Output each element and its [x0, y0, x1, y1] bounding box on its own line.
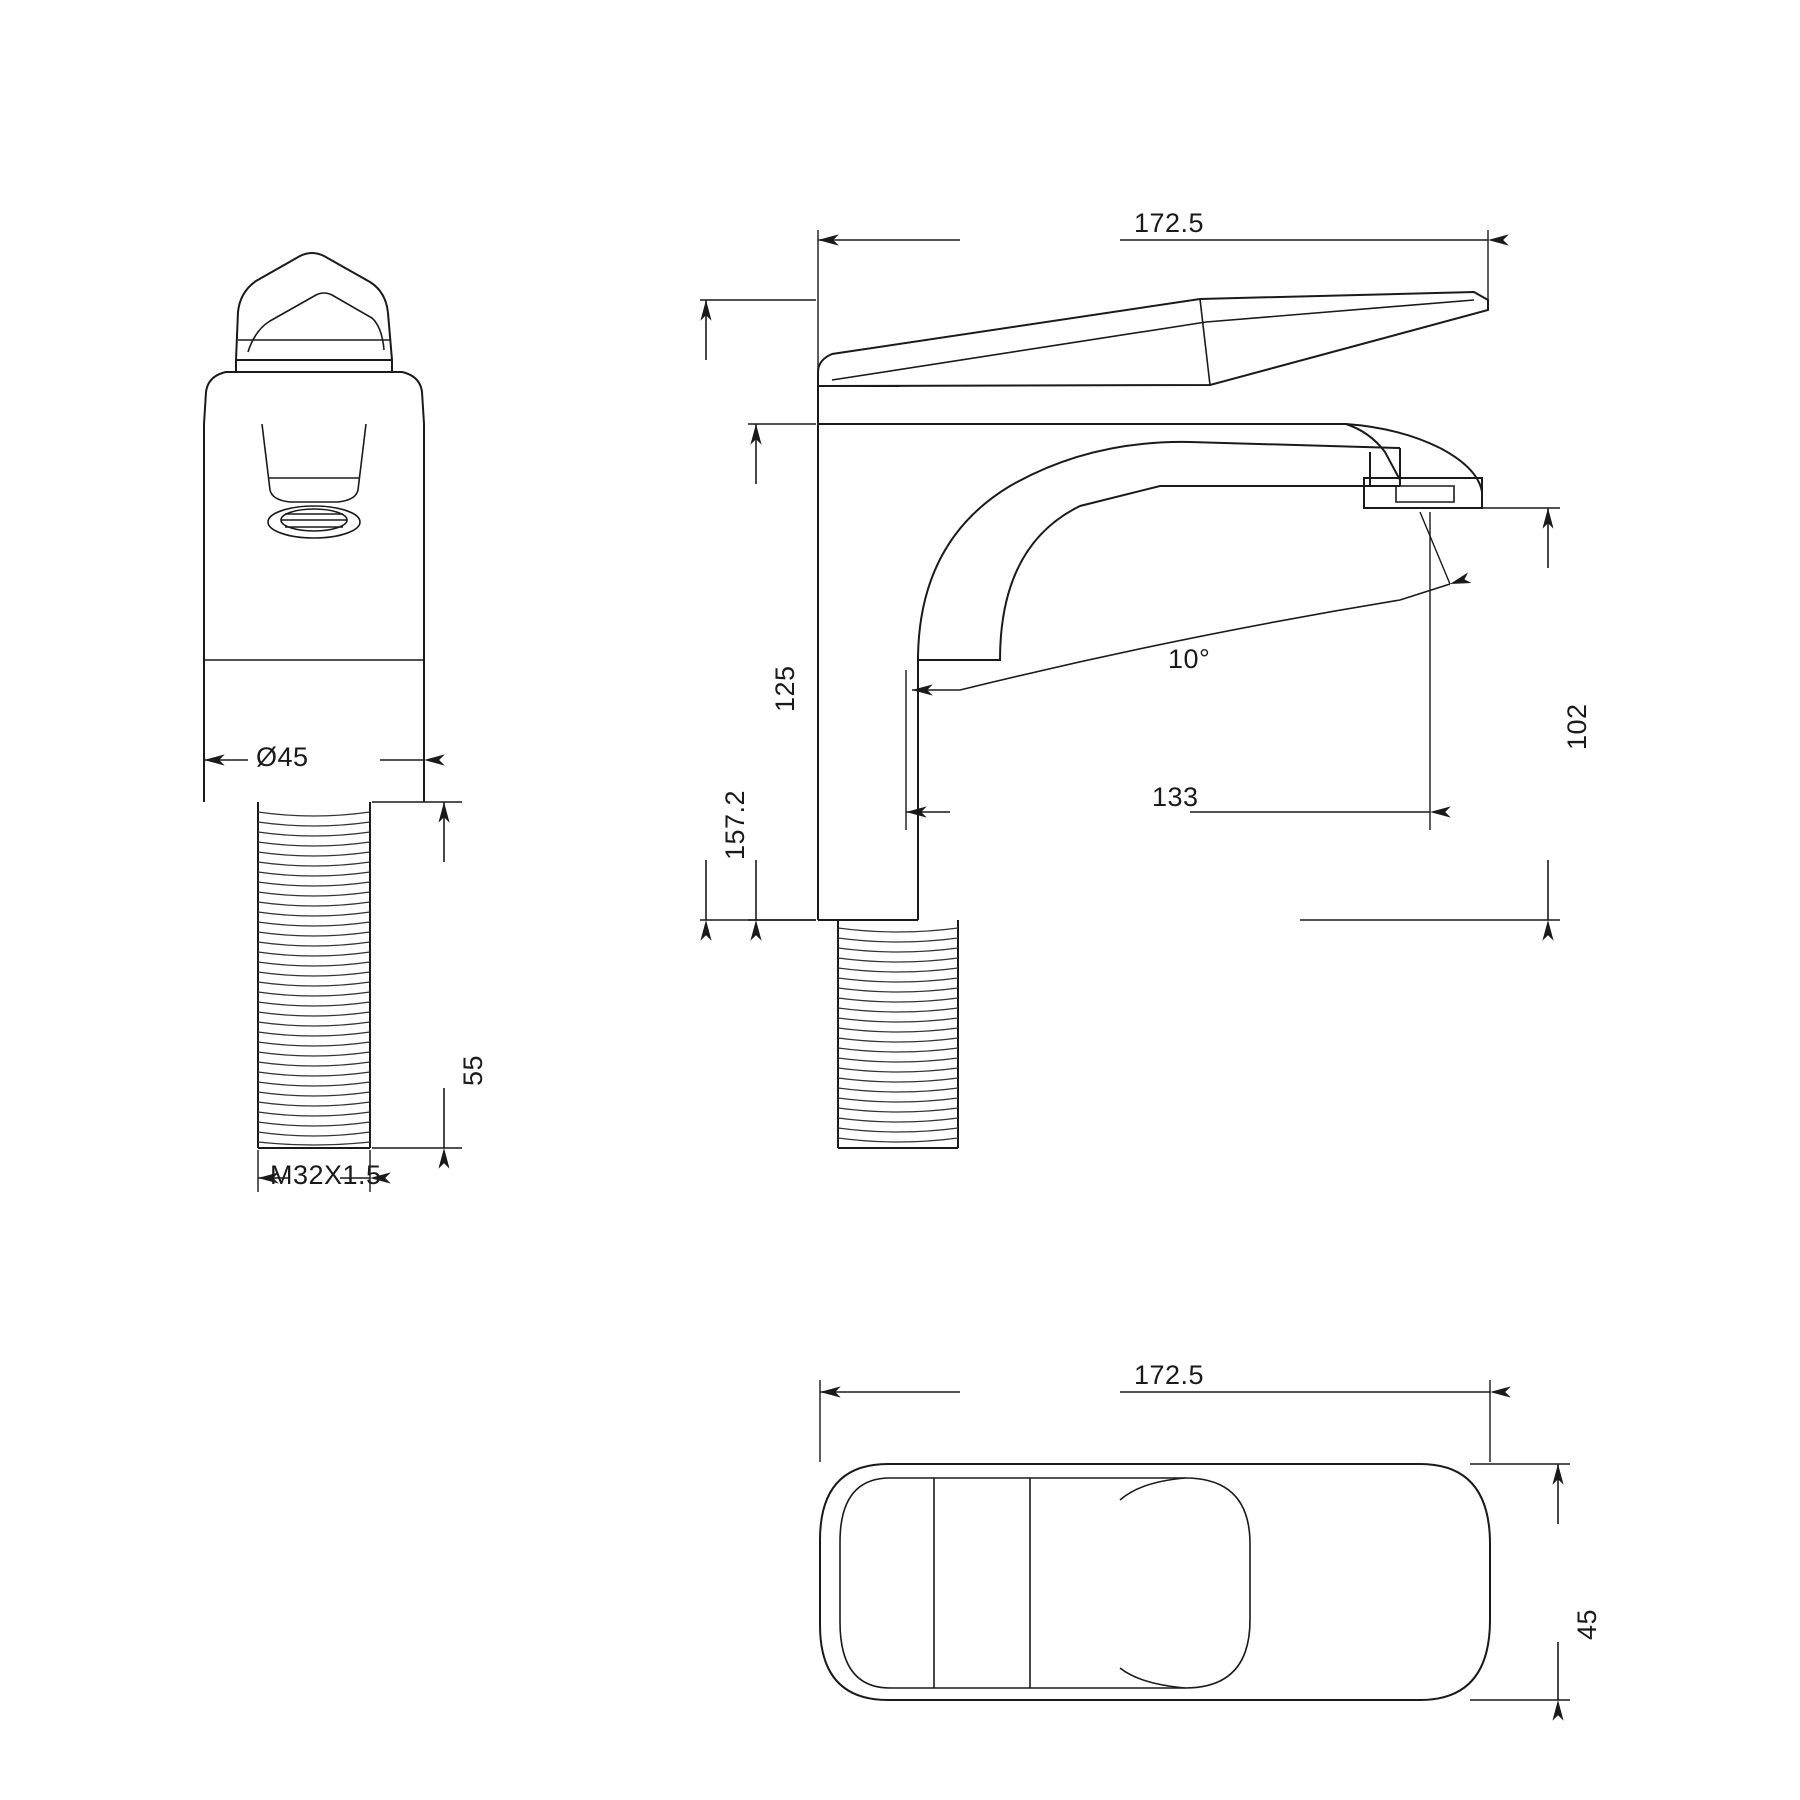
- dim-side-overall-height: [700, 300, 816, 920]
- dim-side-overall-width: [818, 230, 1488, 380]
- dim-top-width: [1470, 1464, 1570, 1700]
- label-front-thread-spec: M32X1.5: [270, 1160, 382, 1190]
- label-top-width: 45: [1572, 1608, 1602, 1640]
- label-side-angle: 10°: [1168, 644, 1211, 674]
- dim-front-diameter: [204, 738, 424, 800]
- top-view-geometry: [820, 1464, 1490, 1700]
- dim-top-length: [820, 1380, 1490, 1462]
- dim-side-spout-height: [1300, 508, 1560, 920]
- side-view-geometry: [818, 292, 1488, 1148]
- front-view-geometry: [204, 253, 424, 1148]
- label-side-overall-height: 157.2: [720, 789, 750, 860]
- front-thread-knurling: [258, 812, 370, 1145]
- label-side-body-height: 125: [770, 665, 800, 712]
- label-side-overall-width: 172.5: [1134, 208, 1205, 238]
- label-side-spout-reach: 133: [1152, 782, 1199, 812]
- side-thread-knurling: [838, 928, 958, 1142]
- label-side-spout-height: 102: [1562, 703, 1592, 750]
- label-front-thread-length: 55: [458, 1054, 488, 1086]
- dim-front-thread-length: [372, 802, 462, 1148]
- label-front-diameter: Ø45: [256, 742, 309, 772]
- label-top-length: 172.5: [1134, 1360, 1205, 1390]
